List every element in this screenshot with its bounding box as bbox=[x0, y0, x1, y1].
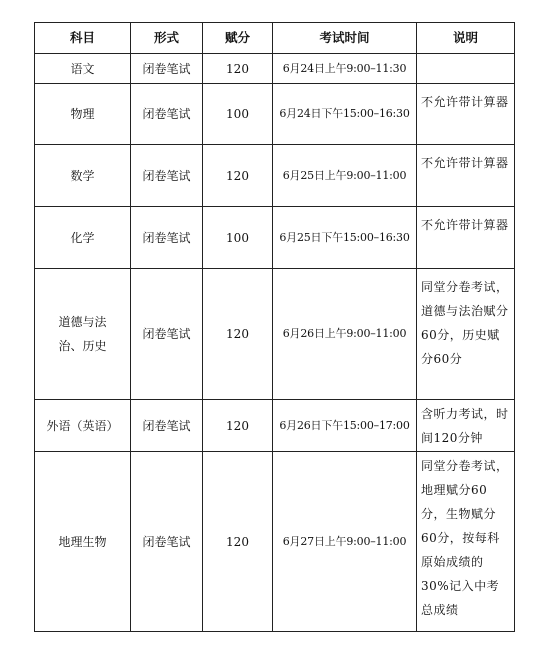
exam-schedule-table bbox=[34, 22, 515, 632]
header-row bbox=[35, 23, 515, 54]
table-row bbox=[35, 400, 515, 452]
score-cell: 120 bbox=[203, 145, 273, 207]
subject-cell: 物理 bbox=[35, 84, 131, 145]
note-cell: 含听力考试，时间120分钟 bbox=[417, 400, 515, 452]
score-cell: 120 bbox=[203, 54, 273, 84]
score-cell: 100 bbox=[203, 207, 273, 269]
header-note: 说明 bbox=[417, 23, 515, 54]
score-cell: 120 bbox=[203, 452, 273, 632]
time-cell: 6月26日下午15:00–17:00 bbox=[273, 400, 417, 452]
header-form: 形式 bbox=[131, 23, 203, 54]
table-row bbox=[35, 207, 515, 269]
time-cell: 6月25日上午9:00–11:00 bbox=[273, 145, 417, 207]
form-cell: 闭卷笔试 bbox=[131, 145, 203, 207]
form-cell: 闭卷笔试 bbox=[131, 269, 203, 400]
subject-cell: 语文 bbox=[35, 54, 131, 84]
form-cell: 闭卷笔试 bbox=[131, 452, 203, 632]
time-cell: 6月25日下午15:00–16:30 bbox=[273, 207, 417, 269]
score-cell: 120 bbox=[203, 269, 273, 400]
time-cell: 6月24日下午15:00–16:30 bbox=[273, 84, 417, 145]
subject-cell: 数学 bbox=[35, 145, 131, 207]
note-cell: 不允许带计算器 bbox=[417, 145, 515, 207]
time-cell: 6月24日上午9:00–11:30 bbox=[273, 54, 417, 84]
form-cell: 闭卷笔试 bbox=[131, 54, 203, 84]
form-cell: 闭卷笔试 bbox=[131, 207, 203, 269]
form-cell: 闭卷笔试 bbox=[131, 400, 203, 452]
header-time: 考试时间 bbox=[273, 23, 417, 54]
note-cell: 不允许带计算器 bbox=[417, 84, 515, 145]
table-row bbox=[35, 145, 515, 207]
table-row bbox=[35, 54, 515, 84]
note-cell bbox=[417, 54, 515, 84]
subject-cell: 化学 bbox=[35, 207, 131, 269]
subject-cell: 外语（英语） bbox=[35, 400, 131, 452]
score-cell: 100 bbox=[203, 84, 273, 145]
subject-cell: 地理生物 bbox=[35, 452, 131, 632]
score-cell: 120 bbox=[203, 400, 273, 452]
form-cell: 闭卷笔试 bbox=[131, 84, 203, 145]
table-row bbox=[35, 269, 515, 400]
table-row bbox=[35, 84, 515, 145]
note-cell: 不允许带计算器 bbox=[417, 207, 515, 269]
note-cell: 同堂分卷考试，道德与法治赋分60分，历史赋分60分 bbox=[417, 269, 515, 400]
note-cell: 同堂分卷考试，地理赋分60分，生物赋分60分，按每科原始成绩的30%记入中考总成绩 bbox=[417, 452, 515, 632]
table-row bbox=[35, 452, 515, 632]
header-subject: 科目 bbox=[35, 23, 131, 54]
time-cell: 6月26日上午9:00–11:00 bbox=[273, 269, 417, 400]
subject-cell: 道德与法治、历史 bbox=[35, 269, 131, 400]
header-score: 赋分 bbox=[203, 23, 273, 54]
time-cell: 6月27日上午9:00–11:00 bbox=[273, 452, 417, 632]
